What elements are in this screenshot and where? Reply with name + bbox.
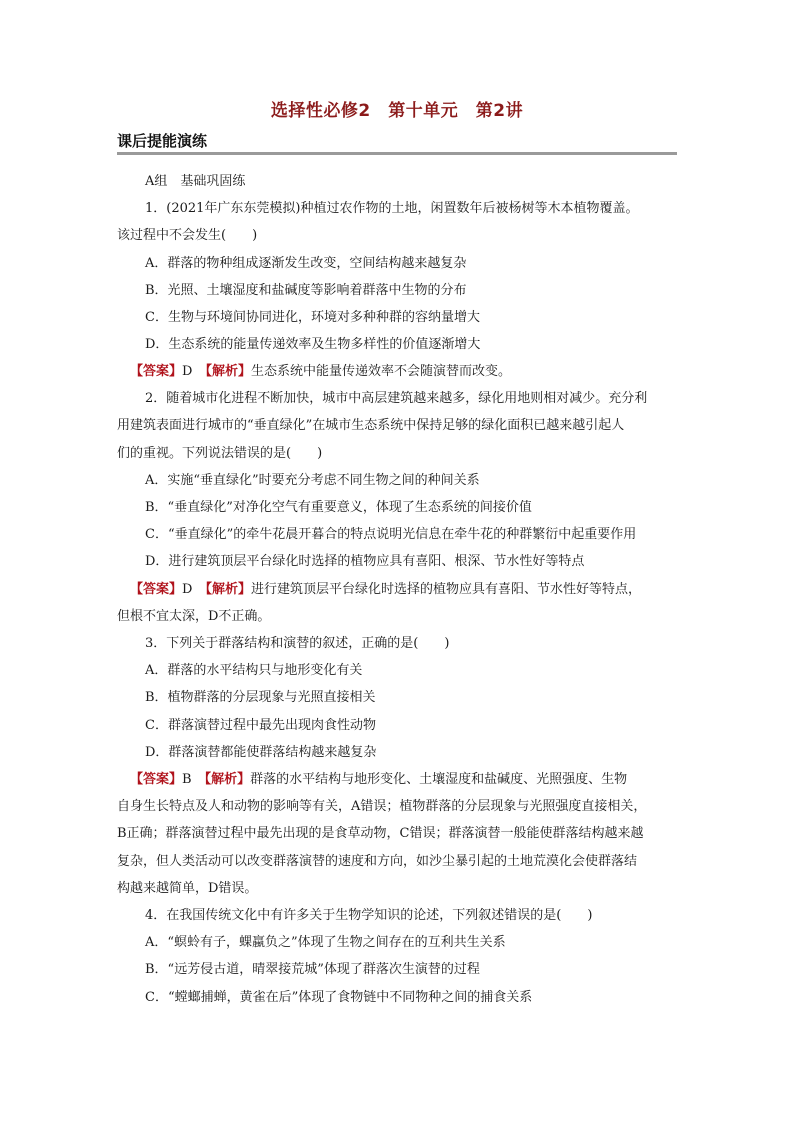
q4-stem: 4．在我国传统文化中有许多关于生物学知识的论述，下列叙述错误的是( )	[145, 908, 593, 923]
q1-option-b: B．光照、土壤湿度和盐碱度等影响着群落中生物的分布	[145, 283, 467, 298]
analysis-tag: 【解析】	[205, 364, 251, 379]
q1-answer: D	[182, 364, 193, 379]
q2-option-a: A．实施“垂直绿化”时要充分考虑不同生物之间的种间关系	[145, 473, 480, 488]
q4-option-c: C．“螳螂捕蝉，黄雀在后”体现了食物链中不同物种之间的捕食关系	[145, 990, 533, 1005]
q3-option-b: B．植物群落的分层现象与光照直接相关	[145, 690, 376, 705]
q1-stem-line-1: 1．(2021年广东东莞模拟)种植过农作物的土地，闲置数年后被杨树等木本植物覆盖。	[145, 201, 639, 216]
q2-option-d: D．进行建筑顶层平台绿化时选择的植物应具有喜阳、根深、节水性好等特点	[145, 554, 585, 569]
q1-answer-line	[130, 364, 511, 380]
q3-analysis-line-5: 构越来越简单，D错误。	[117, 881, 258, 896]
q1-option-c: C．生物与环境间协同进化，环境对多种种群的容纳量增大	[145, 310, 480, 325]
q3-answer: B	[182, 772, 192, 787]
q3-option-c: C．群落演替过程中最先出现肉食性动物	[145, 718, 376, 733]
page-title: 选择性必修2 第十单元 第2讲	[270, 101, 524, 121]
q3-analysis-line-4: 复杂，但人类活动可以改变群落演替的速度和方向，如沙尘暴引起的土地荒漠化会使群落结	[117, 854, 638, 869]
q3-analysis-line-1: 群落的水平结构与地形变化、土壤湿度和盐碱度、光照强度、生物	[250, 772, 628, 787]
q2-option-b: B．“垂直绿化”对净化空气有重要意义，体现了生态系统的间接价值	[145, 500, 532, 515]
q3-analysis-line-2: 自身生长特点及人和动物的影响等有关，A错误；植物群落的分层现象与光照强度直接相关，	[117, 799, 647, 814]
q3-option-a: A．群落的水平结构只与地形变化有关	[145, 663, 363, 678]
group-label: A组 基础巩固练	[145, 174, 246, 189]
answer-tag: 【答案】	[130, 582, 183, 597]
q3-analysis-line-3: B正确；群落演替过程中最先出现的是食草动物，C错误；群落演替一般能使群落结构越来越	[117, 826, 644, 841]
q3-option-d: D．群落演替都能使群落结构越来越复杂	[145, 745, 377, 760]
q3-stem: 3．下列关于群落结构和演替的叙述，正确的是( )	[145, 636, 450, 651]
q2-stem-line-2: 用建筑表面进行城市的“垂直绿化”在城市生态系统中保持足够的绿化面积已越来越引起人	[117, 418, 625, 433]
q2-option-c: C．“垂直绿化”的牵牛花晨开暮合的特点说明光信息在牵牛花的种群繁衍中起重要作用	[145, 527, 637, 542]
q2-answer: D	[182, 582, 193, 597]
q2-analysis-line-1: 进行建筑顶层平台绿化时选择的植物应具有喜阳、节水性好等特点，	[250, 582, 641, 597]
q3-answer-line	[130, 772, 627, 788]
answer-tag: 【答案】	[130, 364, 183, 379]
q1-option-d: D．生态系统的能量传递效率及生物多样性的价值逐渐增大	[145, 337, 481, 352]
section-heading: 课后提能演练	[117, 132, 208, 150]
analysis-tag: 【解析】	[204, 772, 251, 787]
q2-analysis-line-2: 但根不宜太深，D不正确。	[117, 609, 271, 624]
q1-option-a: A．群落的物种组成逐渐发生改变，空间结构越来越复杂	[145, 256, 467, 271]
q2-stem-line-3: 们的重视。下列说法错误的是( )	[117, 446, 323, 461]
q1-stem-line-2: 该过程中不会发生( )	[117, 228, 258, 243]
q2-answer-line	[130, 582, 641, 598]
analysis-tag: 【解析】	[205, 582, 251, 597]
q2-stem-line-1: 2．随着城市化进程不断加快，城市中高层建筑越来越多，绿化用地则相对减少。充分利	[145, 391, 648, 406]
answer-tag: 【答案】	[130, 772, 183, 787]
q4-option-b: B．“远芳侵古道，晴翠接荒城”体现了群落次生演替的过程	[145, 962, 480, 977]
header-rule	[117, 152, 677, 155]
q4-option-a: A．“螟蛉有子，蜾蠃负之”体现了生物之间存在的互利共生关系	[145, 935, 506, 950]
q1-analysis: 生态系统中能量传递效率不会随演替而改变。	[250, 364, 511, 379]
